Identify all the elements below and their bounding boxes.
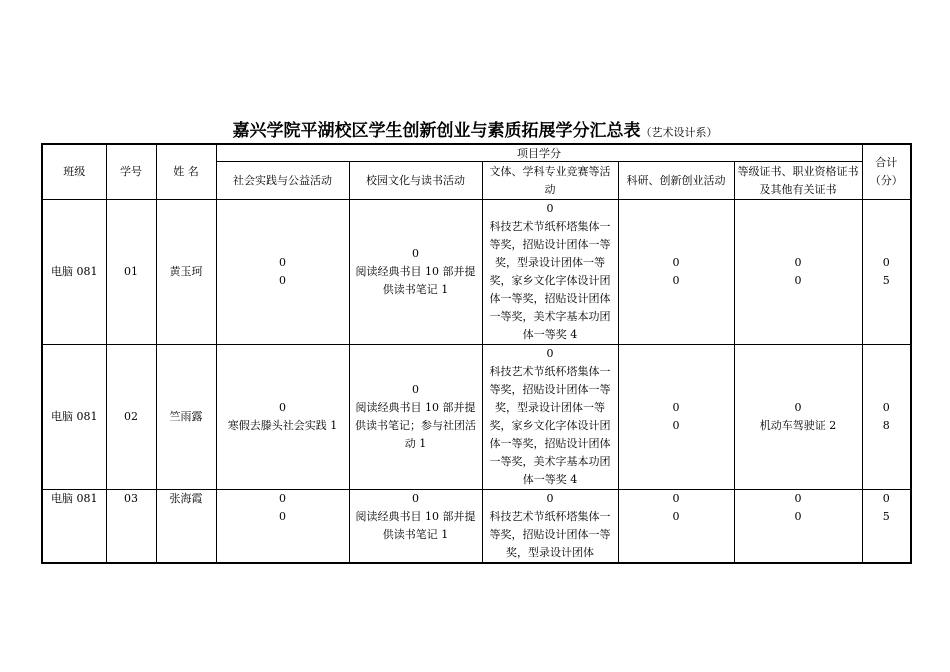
cell-campus-culture: [349, 345, 482, 490]
cell-contest-base: 0: [546, 202, 554, 215]
cell-research-detail: 0: [672, 274, 680, 287]
cell-total-base: 0: [882, 256, 890, 269]
header-research: 科研、创新创业活动: [618, 162, 734, 200]
cell-certificates: [734, 200, 862, 345]
cell-certs-base: 0: [794, 492, 802, 505]
cell-campus-detail: 阅读经典书目 10 部并提供读书笔记 1: [355, 265, 476, 296]
header-campus-culture: 校园文化与读书活动: [349, 162, 482, 200]
page-title: [0, 116, 950, 141]
header-name: 姓 名: [156, 144, 216, 200]
header-social-practice: 社会实践与公益活动: [216, 162, 349, 200]
cell-class: 电脑 081: [42, 490, 106, 564]
cell-contest-detail: 科技艺术节纸杯塔集体一等奖，招贴设计团体一等奖，型录设计团体一等奖，家乡文化字体设计团体一等奖，招贴设计团体一等奖，美术字基本功团体一等奖 4: [489, 220, 611, 341]
cell-student-id: 03: [106, 490, 156, 564]
cell-contests: [482, 345, 618, 490]
table-row: [42, 345, 911, 490]
cell-name: 张海霞: [156, 490, 216, 564]
page-title-main: 嘉兴学院平湖校区学生创新创业与素质拓展学分汇总表: [232, 121, 641, 141]
cell-research-base: 0: [672, 492, 680, 505]
cell-total-value: 5: [882, 274, 890, 287]
cell-name: 黄玉珂: [156, 200, 216, 345]
cell-social-detail: 0: [279, 510, 286, 523]
cell-social-detail: 寒假去滕头社会实践 1: [227, 419, 338, 432]
table-row: [42, 490, 911, 564]
cell-research-base: 0: [672, 401, 680, 414]
cell-social-detail: 0: [279, 274, 286, 287]
cell-total-value: 8: [882, 419, 890, 432]
page-title-department: （艺术设计系）: [640, 126, 718, 139]
cell-total: [862, 345, 911, 490]
header-total-unit: （分）: [869, 174, 903, 187]
cell-contest-base: 0: [546, 492, 554, 505]
header-contests: 文体、学科专业竞赛等活动: [482, 162, 618, 200]
header-student-id: 学号: [106, 144, 156, 200]
cell-social-base: 0: [279, 401, 286, 414]
cell-certs-detail: 0: [794, 274, 802, 287]
header-certificates: 等级证书、职业资格证书及其他有关证书: [734, 162, 862, 200]
header-total-label: 合计: [875, 156, 898, 169]
cell-social-practice: [216, 200, 349, 345]
cell-research-detail: 0: [672, 510, 680, 523]
cell-name: 竺雨露: [156, 345, 216, 490]
cell-campus-detail: 阅读经典书目 10 部并提供读书笔记；参与社团活动 1: [355, 401, 476, 450]
cell-certs-base: 0: [794, 401, 802, 414]
header-row-top: [42, 144, 911, 162]
cell-contest-detail: 科技艺术节纸杯塔集体一等奖，招贴设计团体一等奖，型录设计团体一等奖，家乡文化字体设计团体一等奖，招贴设计团体一等奖，美术字基本功团体一等奖 4: [489, 365, 611, 486]
cell-campus-base: 0: [412, 492, 419, 505]
header-total: [862, 144, 911, 200]
cell-research: [618, 345, 734, 490]
cell-total-base: 0: [882, 401, 890, 414]
cell-research: [618, 200, 734, 345]
cell-total-base: 0: [882, 492, 890, 505]
cell-certs-detail: 0: [794, 510, 802, 523]
cell-certs-detail: 机动车驾驶证 2: [759, 419, 837, 432]
cell-class: 电脑 081: [42, 345, 106, 490]
cell-total: [862, 200, 911, 345]
cell-contests: [482, 200, 618, 345]
cell-social-base: 0: [279, 492, 286, 505]
cell-total-value: 5: [882, 510, 890, 523]
cell-campus-base: 0: [412, 247, 419, 260]
cell-certs-base: 0: [794, 256, 802, 269]
cell-social-practice: [216, 345, 349, 490]
cell-campus-detail: 阅读经典书目 10 部并提供读书笔记 1: [355, 510, 476, 541]
cell-campus-culture: [349, 200, 482, 345]
cell-contest-base: 0: [546, 347, 554, 360]
cell-total: [862, 490, 911, 564]
cell-research: [618, 490, 734, 564]
cell-contest-detail: 科技艺术节纸杯塔集体一等奖，招贴设计团体一等奖，型录设计团体: [489, 510, 611, 559]
cell-social-base: 0: [279, 256, 286, 269]
cell-contests: [482, 490, 618, 564]
cell-student-id: 02: [106, 345, 156, 490]
credit-summary-table: [41, 143, 912, 564]
cell-research-base: 0: [672, 256, 680, 269]
header-project-credits: 项目学分: [216, 144, 862, 162]
cell-certificates: [734, 490, 862, 564]
table-row: [42, 200, 911, 345]
cell-social-practice: [216, 490, 349, 564]
cell-class: 电脑 081: [42, 200, 106, 345]
header-class: 班级: [42, 144, 106, 200]
cell-campus-base: 0: [412, 383, 419, 396]
cell-research-detail: 0: [672, 419, 680, 432]
cell-campus-culture: [349, 490, 482, 564]
cell-student-id: 01: [106, 200, 156, 345]
cell-certificates: [734, 345, 862, 490]
